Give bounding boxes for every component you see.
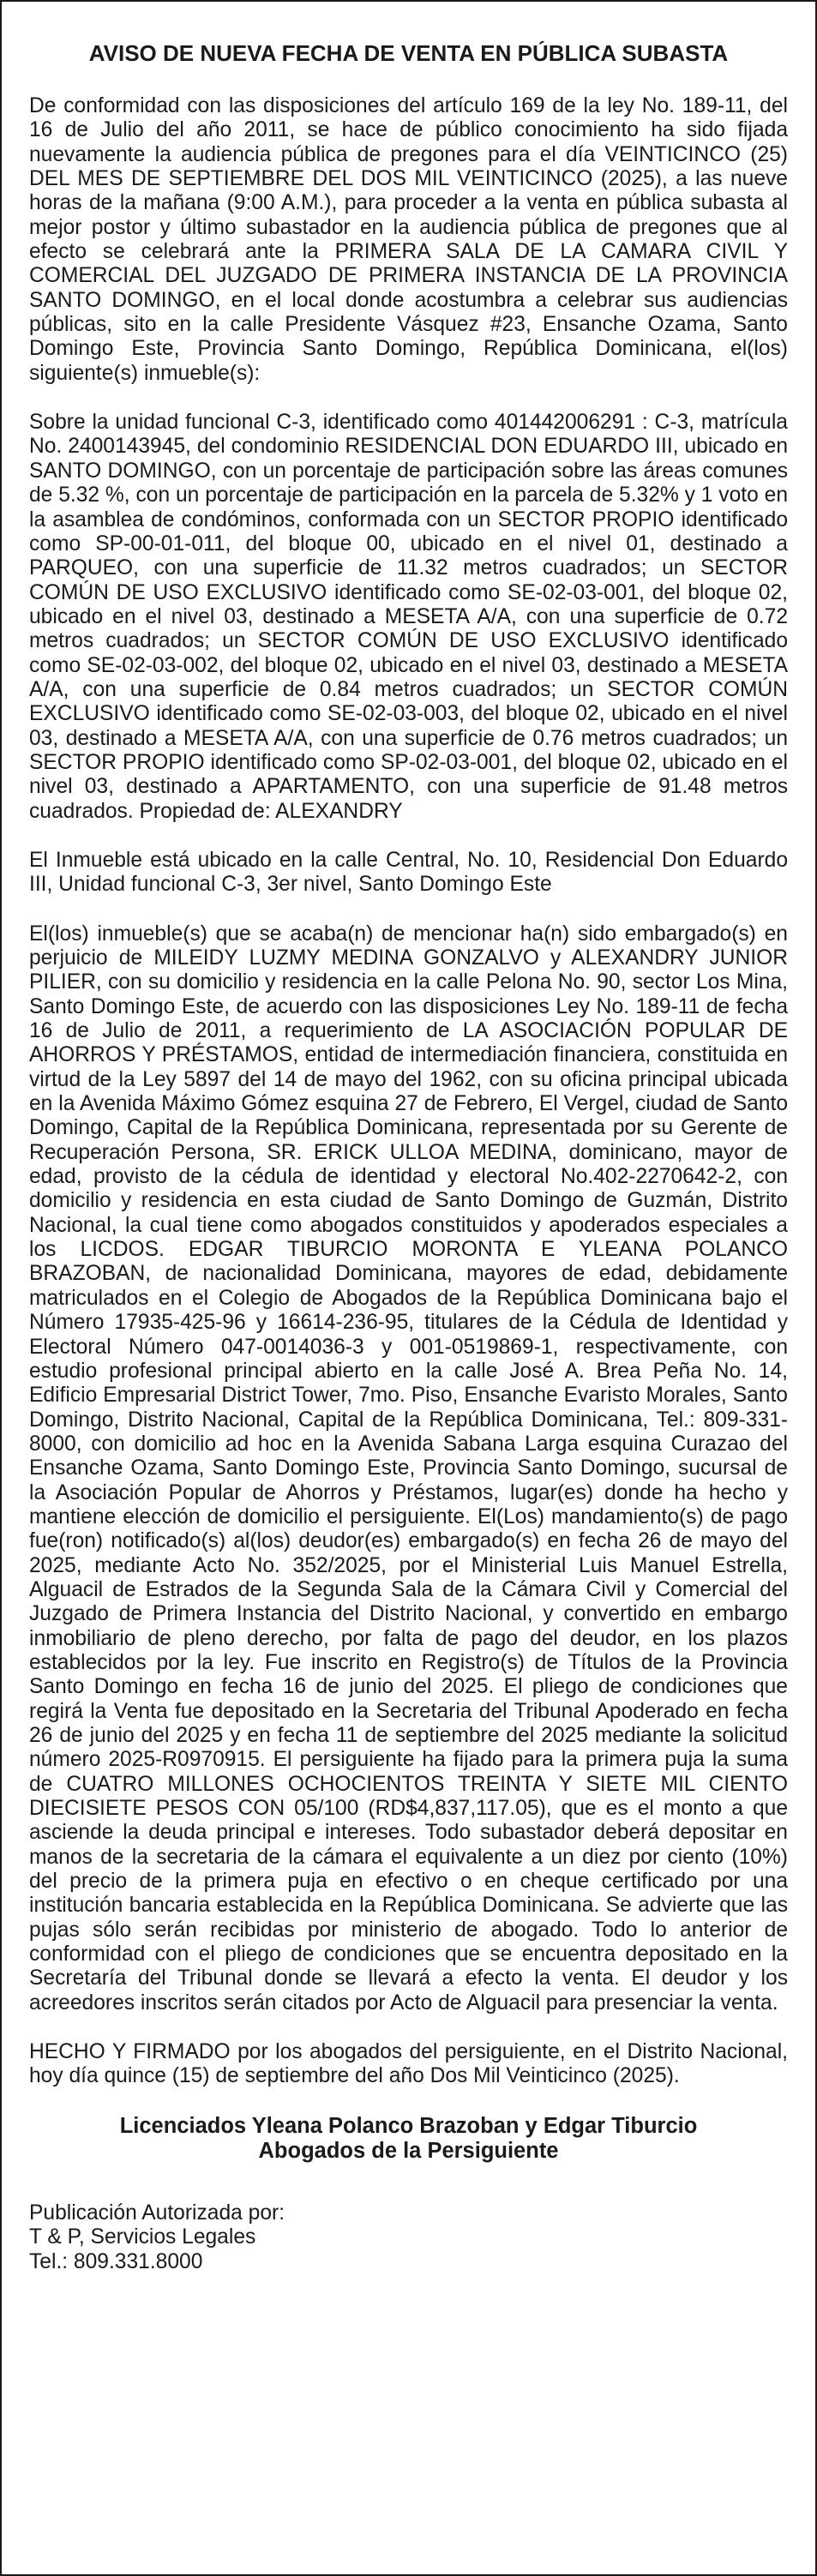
- notice-title: AVISO DE NUEVA FECHA DE VENTA EN PÚBLICA SUBASTA: [88, 40, 729, 66]
- notice-paragraph-seizure-details: El(los) inmueble(s) que se acaba(n) de mencionar ha(n) sido embargado(s) en perjuicio de MILEIDY LUZMY MEDINA GONZALVO y ALEXANDRY JUNIOR PILIER, con su domicilio y residencia en la calle Pelona No. 90, sector Los Mina, Santo Domingo Este, de acuerdo con las disposiciones Ley No. 189-11 de fecha 16 de Julio de 2011, a requerimiento de LA ASOCIACIÓN POPULAR DE AHORROS Y PRÉSTAMOS, entidad de intermediación financiera, constituida en virtud de la Ley 5897 del 14 de mayo del 1962, con su oficina principal ubicada en la Avenida Máximo Gómez esquina 27 de Febrero, El Vergel, ciudad de Santo Domingo, Capital de la República Dominicana, representada por su Gerente de Recuperación Persona, SR. ERICK ULLOA MEDINA, dominicano, mayor de edad, provisto de la cédula de identidad y electoral No.402-2270642-2, con domicilio y residencia en esta ciudad de Santo Domingo de Guzmán, Distrito Nacional, la cual tiene como abogados constituidos y apoderados especiales a los LICDOS. EDGAR TIBURCIO MORONTA E YLEANA POLANCO BRAZOBAN, de nacionalidad Dominicana, mayores de edad, debidamente matriculados en el Colegio de Abogados de la República Dominicana bajo el Número 17935-425-96 y 16614-236-95, titulares de la Cédula de Identidad y Electoral Número 047-0014036-3 y 001-0519869-1, respectivamente, con estudio profesional principal abierto en la calle José A. Brea Peña No. 14, Edificio Empresarial District Tower, 7mo. Piso, Ensanche Evaristo Morales, Santo Domingo, Distrito Nacional, Capital de la República Dominicana, Tel.: 809-331-8000, con domicilio ad hoc en la Avenida Sabana Larga esquina Curazao del Ensanche Ozama, Santo Domingo Este, Provincia Santo Domingo, sucursal de la Asociación Popular de Ahorros y Préstamos, lugar(es) donde ha hecho y mantiene elección de domicilio el persiguiente. El(Los) mandamiento(s) de pago fue(ron) notificado(s) al(los) deudor(es) embargado(s) en fecha 26 de mayo del 2025, mediante Acto No. 352/2025, por el Ministerial Luis Manuel Estrella, Alguacil de Estrados de la Segunda Sala de la Cámara Civil y Comercial del Juzgado de Primera Instancia del Distrito Nacional, y convertido en embargo inmobiliario de pleno derecho, por falta de pago del deudor, en los plazos establecidos por la ley. Fue inscrito en Registro(s) de Títulos de la Provincia Santo Domingo en fecha 16 de junio del 2025. El pliego de condiciones que regirá la Venta fue depositado en la Secretaria del Tribunal Apoderado en fecha 26 de junio del 2025 y en fecha 11 de septiembre del 2025 mediante la solicitud número 2025-R0970915. El persiguiente ha fijado para la primera puja la suma de CUATRO MILLONES OCHOCIENTOS TREINTA Y SIETE MIL CIENTO DIECISIETE PESOS CON 05/100 (RD$4,837,117.05), que es el monto a que asciende la deuda principal e intereses. Todo subastador deberá depositar en manos de la secretaria de la cámara el equivalente a un diez por ciento (10%) del precio de la primera puja en efectivo o en cheque certificado por una institución bancaria establecida en la República Dominicana. Se advierte que las pujas sólo serán recibidas por ministerio de abogado. Todo lo anterior de conformidad con el pliego de condiciones que se encuentra depositado en la Secretaría del Tribunal donde se llevará a efecto la venta. El deudor y los acreedores inscritos serán citados por Acto de Alguacil para presenciar la venta.: [29, 922, 788, 2015]
- attorneys-signature: Licenciados Yleana Polanco Brazoban y Edgar Tiburcio Abogados de la Persiguiente: [119, 2113, 698, 2163]
- publication-footer: Publicación Autorizada por: T & P, Servicios Legales Tel.: 809.331.8000: [29, 2201, 285, 2273]
- notice-paragraph-property-description: Sobre la unidad funcional C-3, identificado como 401442006291 : C-3, matrícula No. 2400143945, del condominio RESIDENCIAL DON EDUARDO III, ubicado en SANTO DOMINGO, con un porcentaje de participación sobre las áreas comunes de 5.32 %, con un porcentaje de participación en la parcela de 5.32% y 1 voto en la asamblea de condóminos, conformada con un SECTOR PROPIO identificado como SP-00-01-011, del bloque 00, ubicado en el nivel 01, destinado a PARQUEO, con una superficie de 11.32 metros cuadrados; un SECTOR COMÚN DE USO EXCLUSIVO identificado como SE-02-03-001, del bloque 02, ubicado en el nivel 03, destinado a MESETA A/A, con una superficie de 0.72 metros cuadrados; un SECTOR COMÚN DE USO EXCLUSIVO identificado como SE-02-03-002, del bloque 02, ubicado en el nivel 03, destinado a MESETA A/A, con una superficie de 0.84 metros cuadrados; un SECTOR COMÚN EXCLUSIVO identificado como SE-02-03-003, del bloque 02, ubicado en el nivel 03, destinado a MESETA A/A, con una superficie de 0.76 metros cuadrados; un SECTOR PROPIO identificado como SP-02-03-001, del bloque 02, ubicado en el nivel 03, destinado a APARTAMENTO, con una superficie de 91.48 metros cuadrados. Propiedad de: ALEXANDRY: [29, 411, 788, 823]
- notice-paragraph-auction-date: De conformidad con las disposiciones del artículo 169 de la ley No. 189-11, del 16 de Julio del año 2011, se hace de público conocimiento ha sido fijada nuevamente la audiencia pública de pregones para el día VEINTICINCO (25) DEL MES DE SEPTIEMBRE DEL DOS MIL VEINTICINCO (2025), a las nueve horas de la mañana (9:00 A.M.), para proceder a la venta en pública subasta al mejor postor y último subastador en la audiencia pública de pregones que al efecto se celebrará ante la PRIMERA SALA DE LA CAMARA CIVIL Y COMERCIAL DEL JUZGADO DE PRIMERA INSTANCIA DE LA PROVINCIA SANTO DOMINGO, en el local donde acostumbra a celebrar sus audiencias públicas, sito en la calle Presidente Vásquez #23, Ensanche Ozama, Santo Domingo Este, Provincia Santo Domingo, República Dominicana, el(los) siguiente(s) inmueble(s):: [29, 94, 788, 385]
- notice-paragraph-signed: HECHO Y FIRMADO por los abogados del persiguiente, en el Distrito Nacional, hoy día quince (15) de septiembre del año Dos Mil Veinticinco (2025).: [29, 2040, 788, 2088]
- notice-paragraph-property-location: El Inmueble está ubicado en la calle Central, No. 10, Residencial Don Eduardo III, Unidad funcional C-3, 3er nivel, Santo Domingo Este: [29, 848, 788, 897]
